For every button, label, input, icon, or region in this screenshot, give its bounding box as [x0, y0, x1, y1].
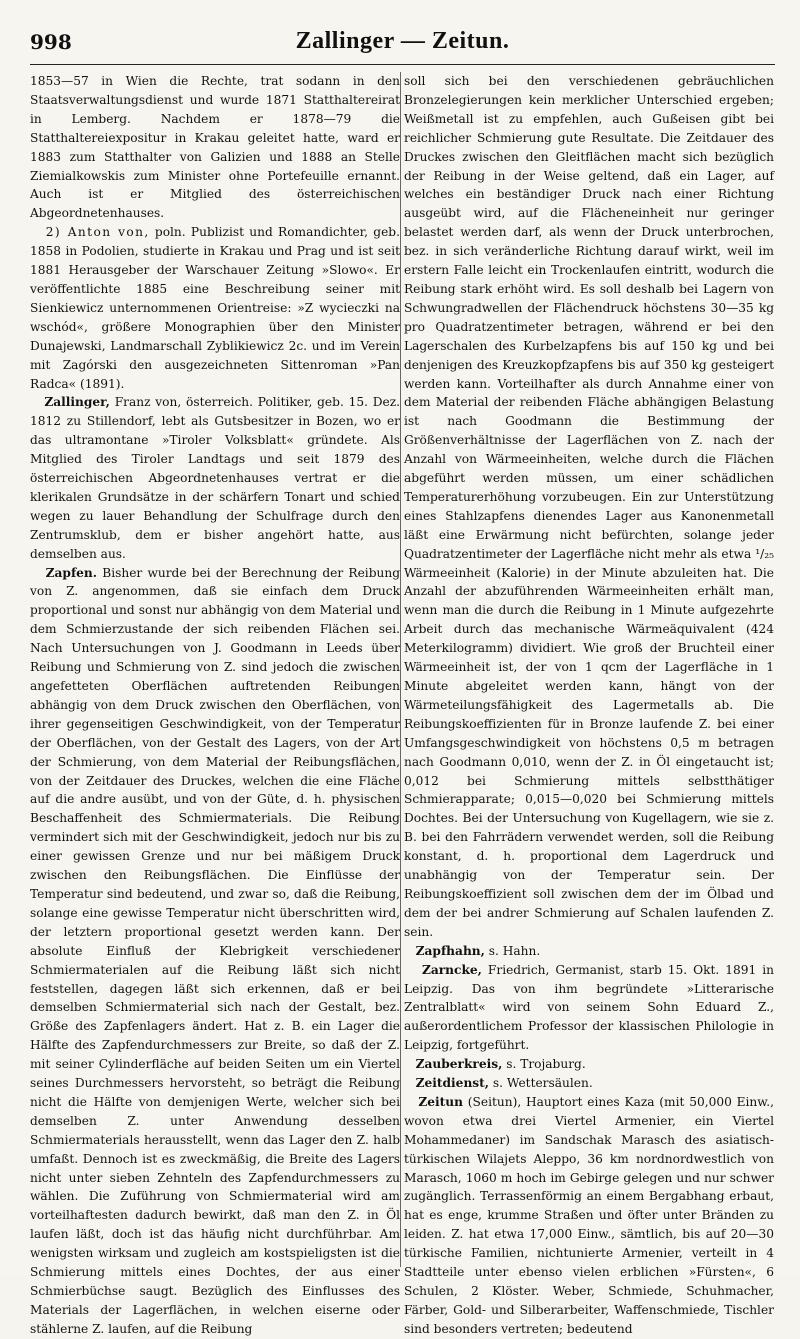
entry-zauberkreis: Zauberkreis, s. Trojaburg. [415, 1057, 586, 1072]
entry-zeitun: Zeitun (Seitun), Hauptort eines Kaza (mit 50,000 Einw., wovon etwa drei Viertel Armenier, ein Viertel Mohammedaner) im Sandschak Marasch des asiatisch-türkischen Wilajets Aleppo, 36 km nordnordwestlich von Marasch, 1060 m hoch im Gebirge gelegen und nur schwer zugänglich. Terrassenförmig an einem Bergabhang erbaut, hat es enge, krumme Straßen und öfter unter Bränden zu leiden. Z. hat etwa 17,000 Einw., sämtlich, bis auf 20—30 türkische Familien, nichtunierte Armenier, verteilt in 4 Stadtteile unter ebenso vielen erblichen »Fürsten«, 6 Schulen, 2 Klöster. Weber, Schmiede, Schuhmacher, Färber, Gold- und Silberarbeiter, Waffenschmiede, Tischler sind besonders vertreten; bedeutend [404, 1094, 774, 1336]
entry-zapfhahn: Zapfhahn, s. Hahn. [415, 943, 541, 958]
column-divider [400, 72, 401, 1267]
entry-zeitdienst: Zeitdienst, s. Wettersäulen. [415, 1076, 593, 1091]
page-number: 998 [30, 30, 72, 54]
entry-zapfen: Zapfen. Bisher wurde bei der Berechnung der Reibung von Z. angenommen, daß sie einfach dem Druck proportional und sonst nur abhängig von dem Material und dem Schmierzustande der sich reibenden Flächen sei. Nach Untersuchungen von J. Goodmann in Leeds über Reibung und Schmierung von Z. sind jedoch die zwischen angefetteten Oberflächen auftretenden Reibungen abhängig von dem Druck zwischen den Oberflächen, von ihrer gegenseitigen Geschwindigkeit, von der Temperatur der Oberflächen, von der Gestalt des Lagers, von der Art der Schmierung, von dem Material der Reibungsflächen, von der Zeitdauer des Druckes, welchen die eine Fläche auf die andre ausübt, und von der Güte, d. h. physischen Beschaffenheit des Schmiermaterials. Die Reibung vermindert sich mit der Geschwindigkeit, jedoch nur bis zu einer gewissen Grenze und nur bei mäßigem Druck zwischen den Reibungsflächen. Die Einflüsse der Temperatur sind bedeutend, und zwar so, daß die Reibung, solange eine gewisse Temperatur nicht überschritten wird, der letztern proportional gesetzt werden kann. Der absolute Einfluß der Klebrigkeit verschiedener Schmiermaterialen auf die Reibung läßt sich nicht feststellen, dagegen läßt sich erkennen, daß er bei demselben Schmiermaterial sich nach der Gestalt, bez. Größe des Zapfenlagers ändert. Hat z. B. ein Lager die Hälfte des Zapfendurchmessers zur Breite, so daß der Z. mit seiner Cylinderfläche auf beiden Seiten um ein Viertel seines Durchmessers hervorsteht, so beträgt die Reibung nicht die Hälfte von demjenigen Werte, welcher sich bei demselben Z. unter Anwendung desselben Schmiermaterials herausstellt, wenn das Lager den Z. halb umfaßt. Dennoch ist es zweckmäßig, die Breite des Lagers nicht unter sieben Zehnteln des Zapfendurchmessers zu wählen. Die Zuführung von Schmiermaterial wird am vorteilhaftesten dadurch bewirkt, daß man den Z. in Öl laufen läßt, doch ist das häufig nicht durchführbar. Am wenigsten wirksam und zugleich am kostspieligsten ist die Schmierung mittels eines Dochtes, der aus einer Schmierbüchse saugt. Bezüglich des Einflusses des Materials der Lagerflächen, in welchen eiserne oder stählerne Z. laufen, auf die Reibung [30, 565, 401, 1336]
entry-zapfen-continued: soll sich bei den verschiedenen gebräuchlichen Bronzelegierungen kein merklicher Unterschied ergeben; Weißmetall ist zu empfehlen, auch Gußeisen gibt bei reichlicher Schmierung gute Resultate. Die Zeitdauer des Druckes zwischen den Gleitflächen macht sich bezüglich der Reibung in der Weise geltend, daß ein Lager, auf welches ein beständiger Druck nach einer Richtung ausgeübt wird, auf die Flächeneinheit nur geringer belastet werden darf, als wenn der Druck unterbrochen, bez. in sich veränderliche Richtung darauf wirkt, weil im erstern Falle leicht ein Trockenlaufen eintritt, wodurch die Reibung stark erhöht wird. Es soll deshalb bei Lagern von Schwungradwellen der Flächendruck höchstens 30—35 kg pro Quadratzentimeter betragen, während er bei den Lagerschalen des Kurbelzapfens bis auf 150 kg und bei denjenigen des Kreuzkopfzapfens bis auf 350 kg gesteigert werden kann. Vorteilhafter als durch Annahme einer von dem Material der reibenden Fläche abhängigen Belastung ist nach Goodmann die Bestimmung der Größenverhältnisse der Lagerflächen von Z. nach der Anzahl von Wärmeeinheiten, welche durch die Flächen abgeführt werden müssen, um einer schädlichen Temperaturerhöhung vorzubeugen. Ein zur Unterstützung eines Stahlzapfens dienendes Lager aus Kanonenmetall läßt eine Erwärmung nicht befürchten, solange jeder Quadratzentimeter der Lagerfläche nicht mehr als etwa ¹/₂₅ Wärmeeinheit (Kalorie) in der Minute abzuleiten hat. Die Anzahl der abzuführenden Wärmeeinheiten erhält man, wenn man die durch die Reibung in 1 Minute aufgezehrte Arbeit durch das mechanische Wärmeäquivalent (424 Meterkilogramm) dividiert. Wie groß der Bruchteil einer Wärmeeinheit ist, der von 1 qcm der Lagerfläche in 1 Minute abgeleitet werden kann, hängt von der Wärmeteilungsfähigkeit des Lagermetalls ab. Die Reibungskoeffizienten für in Bronze laufende Z. bei einer Umfangsgeschwindigkeit von höchstens 0,5 m betragen nach Goodmann 0,010, wenn der Z. in Öl eingetaucht ist; 0,012 bei Schmierung mittels selbstthätiger Schmierapparate; 0,015—0,020 bei Schmierung mittels Dochtes. Bei der Untersuchung von Kugellagern, wie sie z. B. bei den Fahrrädern verwendet werden, soll die Reibung konstant, d. h. proportional dem Lagerdruck und unabhängig von der Temperatur sein. Der Reibungskoeffizient soll zwischen dem der im Ölbad und dem der bei andrer Schmierung auf Schalen laufenden Z. sein. [404, 74, 774, 939]
running-head: Zallinger — Zeitun. [295, 28, 510, 54]
entry-zaleski-anton: 2) Anton von, poln. Publizist und Romandichter, geb. 1858 in Podolien, studierte in Krakau und Prag und ist seit 1881 Herausgeber der Warschauer Zeitung »Slowo«. Er veröffentlichte 1885 eine Beschreibung seiner mit Sienkiewicz unternommenen Orientreise: »Z wycieczki na wschód«, größere Monographien über den Minister Dunajewski, Landmarschall Zyblikiewicz 2c. und im Verein mit Zagórski den ausgezeichneten Sittenroman »Pan Radca« (1891). [30, 225, 400, 391]
left-column [30, 72, 400, 1339]
entry-zarncke: Zarncke, Friedrich, Germanist, starb 15. Okt. 1891 in Leipzig. Das von ihm begründete »Litterarische Zentralblatt« wird von seinem Sohn Eduard Z., außerordentlichem Professor der klassischen Philologie in Leipzig, fortgeführt. [404, 962, 775, 1053]
entry-zallinger: Zallinger, Franz von, österreich. Politiker, geb. 15. Dez. 1812 zu Stillendorf, lebt als Gutsbesitzer in Bozen, wo er das ultramontane »Tiroler Volksblatt« gründete. Als Mitglied des Tiroler Landtags und seit 1879 des österreichischen Abgeordnetenhauses vertrat er die klerikalen Grundsätze in der schärfern Tonart und schied wegen zu lauer Behandlung der Schulfrage durch den Zentrumsklub, dem er bisher angehört hatte, aus demselben aus. [30, 395, 401, 561]
right-column [404, 72, 774, 1339]
entry-continuation: 1853—57 in Wien die Rechte, trat sodann in den Staatsverwaltungsdienst und wurde 1871 Statthaltereirat in Lemberg. Nachdem er 1878—79 die Statthaltereiexpositur in Krakau geleitet hatte, ward er 1883 zum Statthalter von Galizien und 1888 an Stelle Ziemialkowskis zum Minister ohne Portefeuille ernannt. Auch ist er Mitglied des österreichischen Abgeordnetenhauses. [30, 74, 400, 221]
page-header [30, 28, 775, 65]
